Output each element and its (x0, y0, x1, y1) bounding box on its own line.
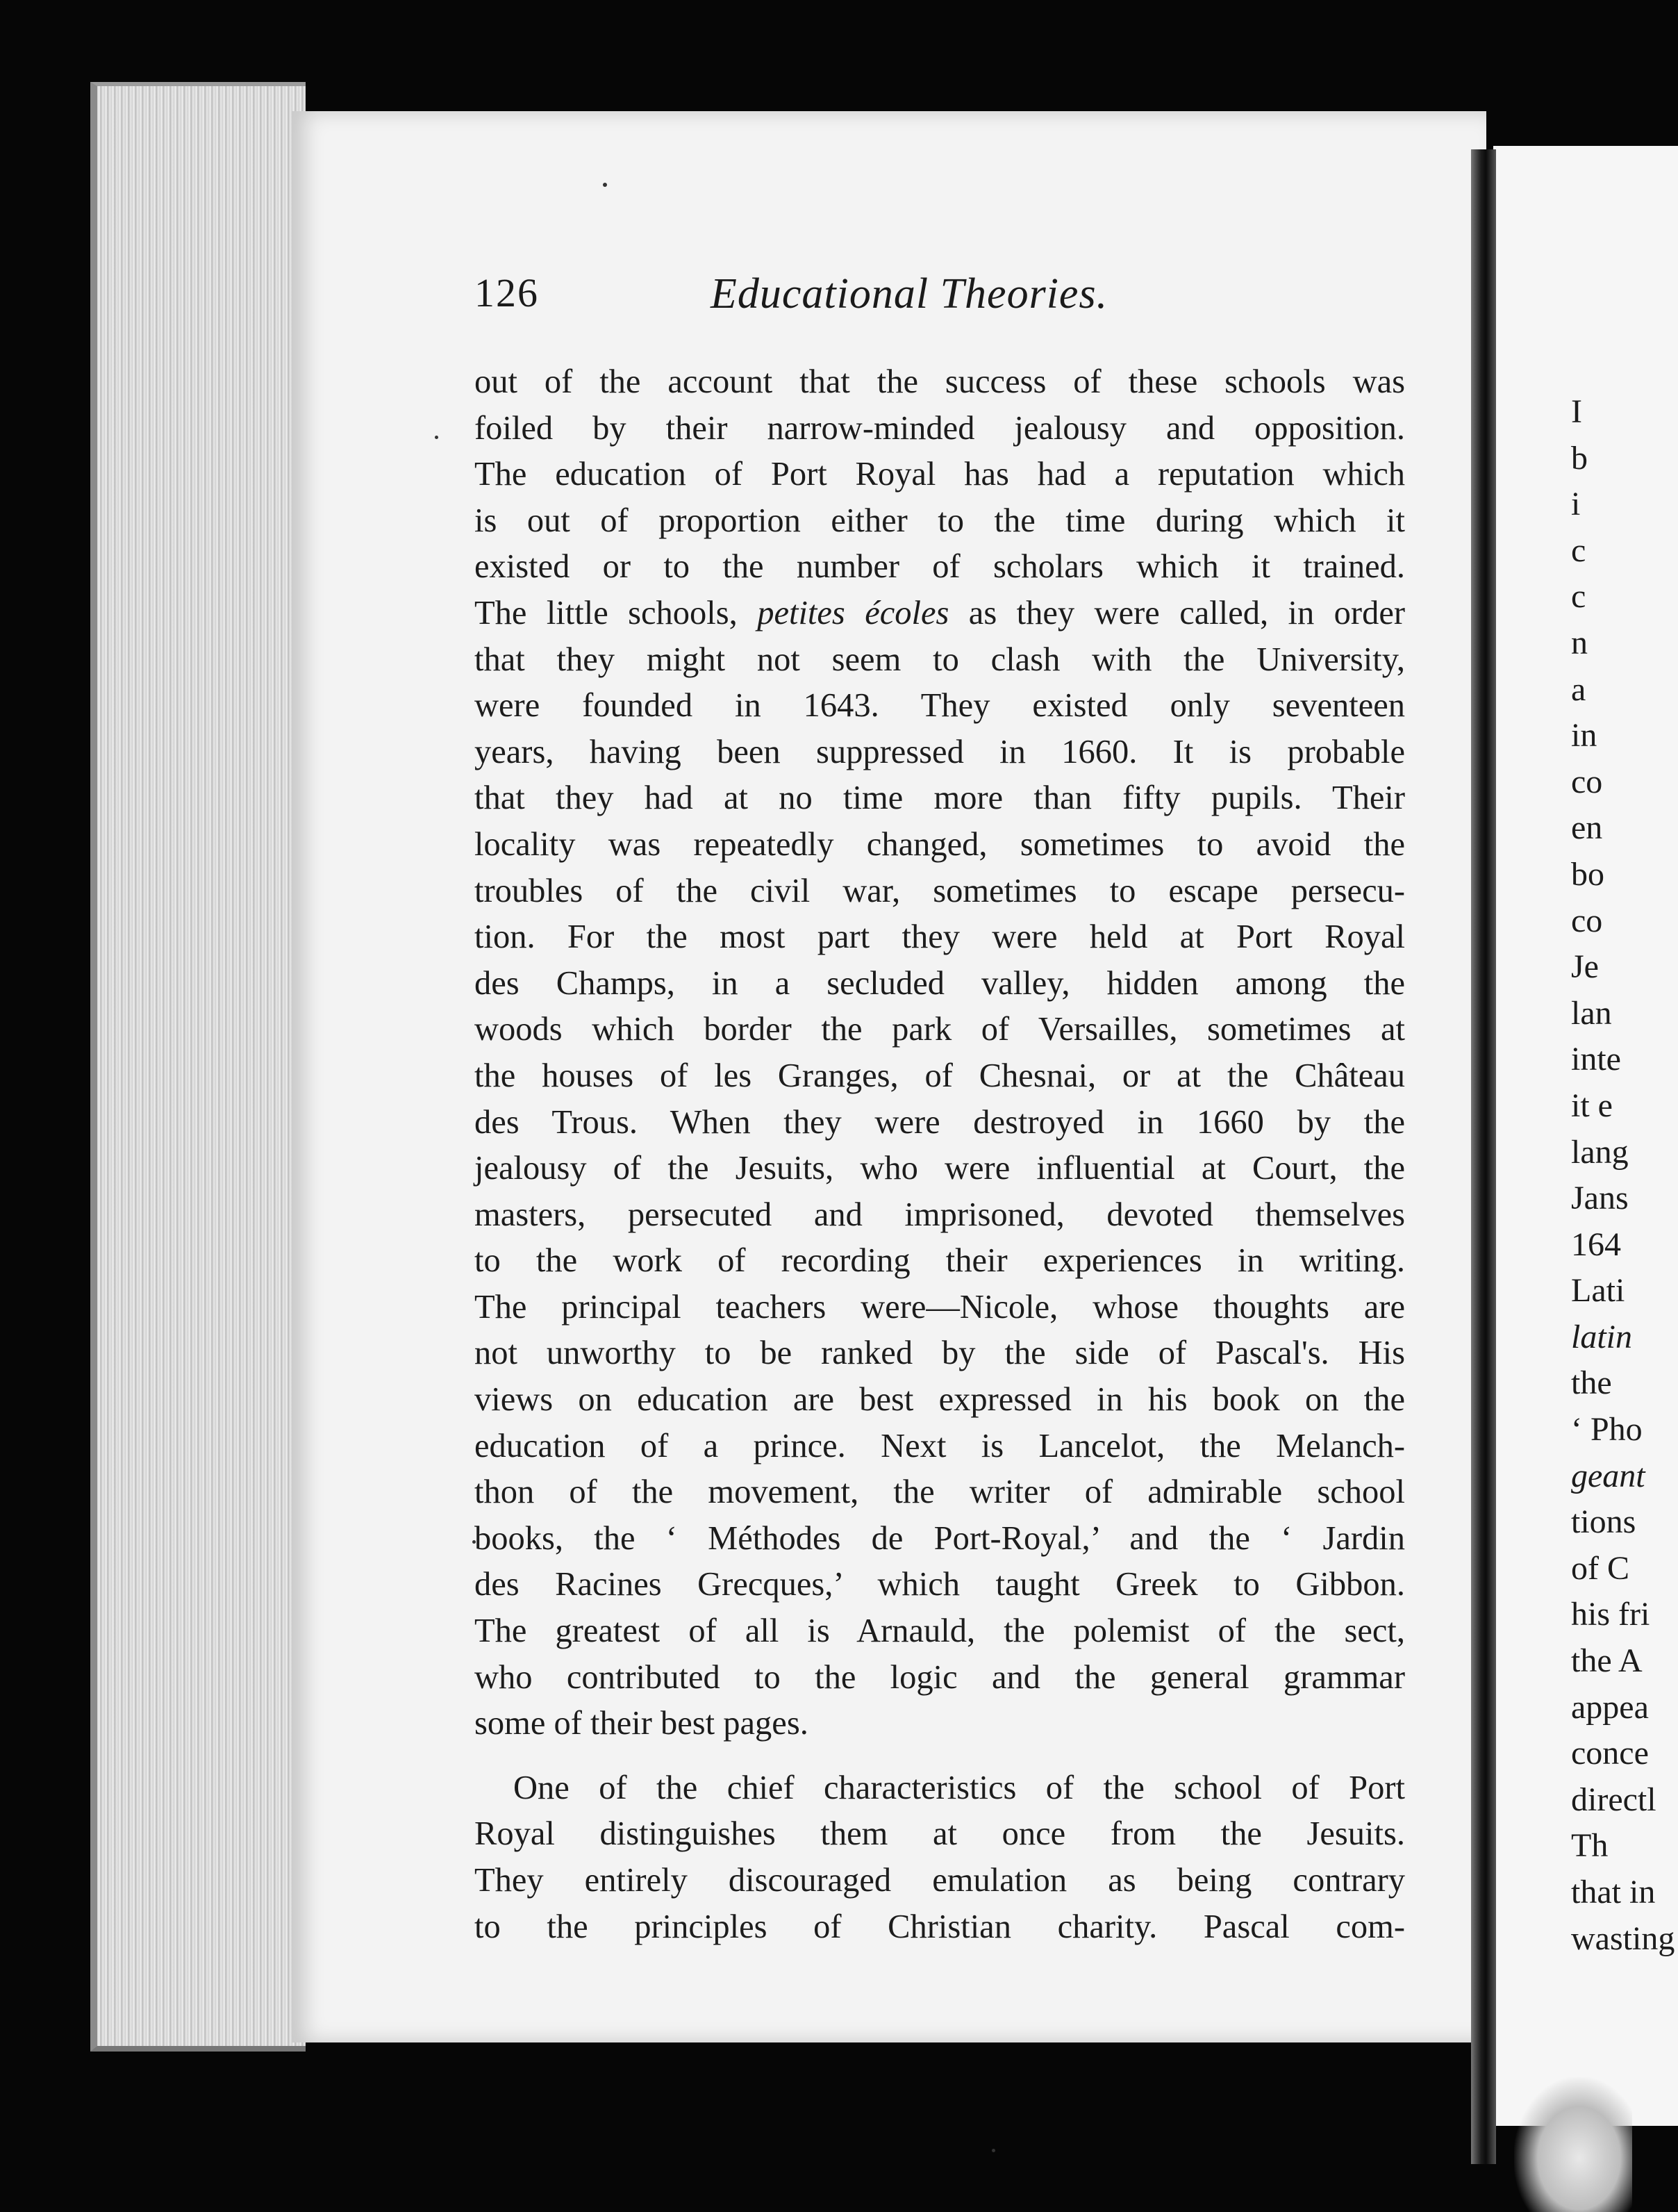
facing-fragment: directl (1571, 1781, 1656, 1818)
text-line: woods which border the park of Versailles, sometimes at (474, 1011, 1405, 1048)
text-line: some of their best pages. (474, 1705, 808, 1742)
facing-fragment: Je (1571, 948, 1599, 986)
facing-fragment: the (1571, 1364, 1612, 1402)
facing-page-text (1571, 389, 1678, 1962)
facing-fragment: latin (1571, 1318, 1633, 1355)
text-line: views on education are best expressed in his book on the (474, 1381, 1405, 1419)
facing-fragment: of C (1571, 1549, 1629, 1587)
facing-fragment: 164 (1571, 1225, 1621, 1263)
facing-fragment: b (1571, 439, 1588, 477)
page-edges (90, 82, 306, 2052)
facing-fragment: a (1571, 670, 1586, 708)
text-line: des Racines Grecques,’ which taught Greek to Gibbon. (474, 1566, 1405, 1603)
text-line: to the principles of Christian charity. Pascal com- (474, 1908, 1405, 1945)
facing-fragment: wasting (1571, 1920, 1675, 1957)
running-head: Educational Theories. (711, 270, 1108, 317)
text-line: The greatest of all is Arnauld, the polemist of the sect, (474, 1612, 1405, 1650)
italic-phrase: petites écoles (757, 594, 949, 632)
ink-speck (435, 436, 438, 439)
text-line: years, having been suppressed in 1660. It is probable (474, 733, 1405, 770)
facing-fragment: co (1571, 902, 1603, 939)
text-line: thon of the movement, the writer of admirable school (474, 1474, 1405, 1511)
facing-fragment: it e (1571, 1087, 1613, 1124)
facing-fragment: geant (1571, 1457, 1645, 1494)
facing-fragment: en (1571, 809, 1603, 847)
text-line: troubles of the civil war, sometimes to escape persecu- (474, 872, 1405, 909)
facing-fragment: bo (1571, 855, 1604, 893)
book-gutter (1471, 149, 1496, 2164)
facing-fragment: conce (1571, 1735, 1649, 1772)
text-line: that they might not seem to clash with the University, (474, 641, 1405, 678)
facing-fragment: appea (1571, 1688, 1649, 1726)
text-line: to the work of recording their experiences in writing. (474, 1242, 1405, 1280)
text-line: who contributed to the logic and the general grammar (474, 1658, 1405, 1696)
text-line: existed or to the number of scholars which it trained. (474, 548, 1405, 586)
facing-fragment: c (1571, 578, 1586, 616)
facing-fragment: tions (1571, 1503, 1636, 1541)
text-line: books, the ‘ Méthodes de Port-Royal,’ and the ‘ Jardin (474, 1519, 1405, 1557)
text-line: locality was repeatedly changed, sometimes to avoid the (474, 825, 1405, 863)
facing-fragment: his fri (1571, 1596, 1650, 1633)
text-line: were founded in 1643. They existed only seventeen (474, 687, 1405, 725)
page-header (474, 270, 1405, 325)
torn-paper-scrap (1514, 2077, 1632, 2212)
text-line: not unworthy to be ranked by the side of Pascal's. His (474, 1335, 1405, 1372)
text-line: tion. For the most part they were held at Port Royal (474, 918, 1405, 956)
facing-fragment: lang (1571, 1133, 1629, 1171)
facing-fragment: in (1571, 717, 1597, 754)
facing-fragment: Lati (1571, 1272, 1625, 1310)
text-line: Royal distinguishes them at once from the Jesuits. (474, 1815, 1405, 1853)
text-line: The little schools, petites écoles as they were called, in order (474, 594, 1405, 632)
text-line: foiled by their narrow-minded jealousy and opposition. (474, 409, 1405, 447)
paragraph-2 (474, 1765, 1405, 1950)
text-line: out of the account that the success of these schools was (474, 363, 1405, 400)
paragraph-1 (474, 359, 1405, 1747)
facing-fragment: i (1571, 486, 1581, 523)
text-line: is out of proportion either to the time during which it (474, 502, 1405, 539)
facing-fragment: n (1571, 624, 1588, 661)
body-text (474, 359, 1405, 1950)
text-line: education of a prince. Next is Lancelot, the Melanch- (474, 1427, 1405, 1464)
text-line: that they had at no time more than fifty pupils. Their (474, 779, 1405, 817)
facing-fragment: c (1571, 531, 1586, 569)
facing-fragment: co (1571, 763, 1603, 800)
facing-fragment: lan (1571, 994, 1612, 1032)
ink-speck (603, 183, 607, 187)
text-line: des Champs, in a secluded valley, hidden among the (474, 964, 1405, 1002)
facing-fragment: inte (1571, 1041, 1621, 1078)
text-line: The principal teachers were—Nicole, whose thoughts are (474, 1288, 1405, 1326)
text-line: the houses of les Granges, of Chesnai, or at the Château (474, 1057, 1405, 1094)
page-number: 126 (474, 270, 539, 315)
facing-fragment: I (1571, 393, 1582, 430)
facing-fragment: Th (1571, 1827, 1609, 1865)
facing-fragment: Jans (1571, 1180, 1629, 1217)
facing-fragment: the A (1571, 1642, 1643, 1680)
text-line: des Trous. When they were destroyed in 1660 by the (474, 1103, 1405, 1141)
text-line: The education of Port Royal has had a reputation which (474, 456, 1405, 493)
facing-fragment: ‘ Pho (1571, 1411, 1643, 1448)
text-line: masters, persecuted and imprisoned, devoted themselves (474, 1196, 1405, 1233)
text-line: They entirely discouraged emulation as being contrary (474, 1862, 1405, 1899)
text-line: One of the chief characteristics of the school of Port (513, 1769, 1405, 1806)
facing-fragment: that in (1571, 1874, 1656, 1910)
text-line: jealousy of the Jesuits, who were influential at Court, the (474, 1150, 1405, 1187)
ink-speck (992, 2149, 995, 2152)
